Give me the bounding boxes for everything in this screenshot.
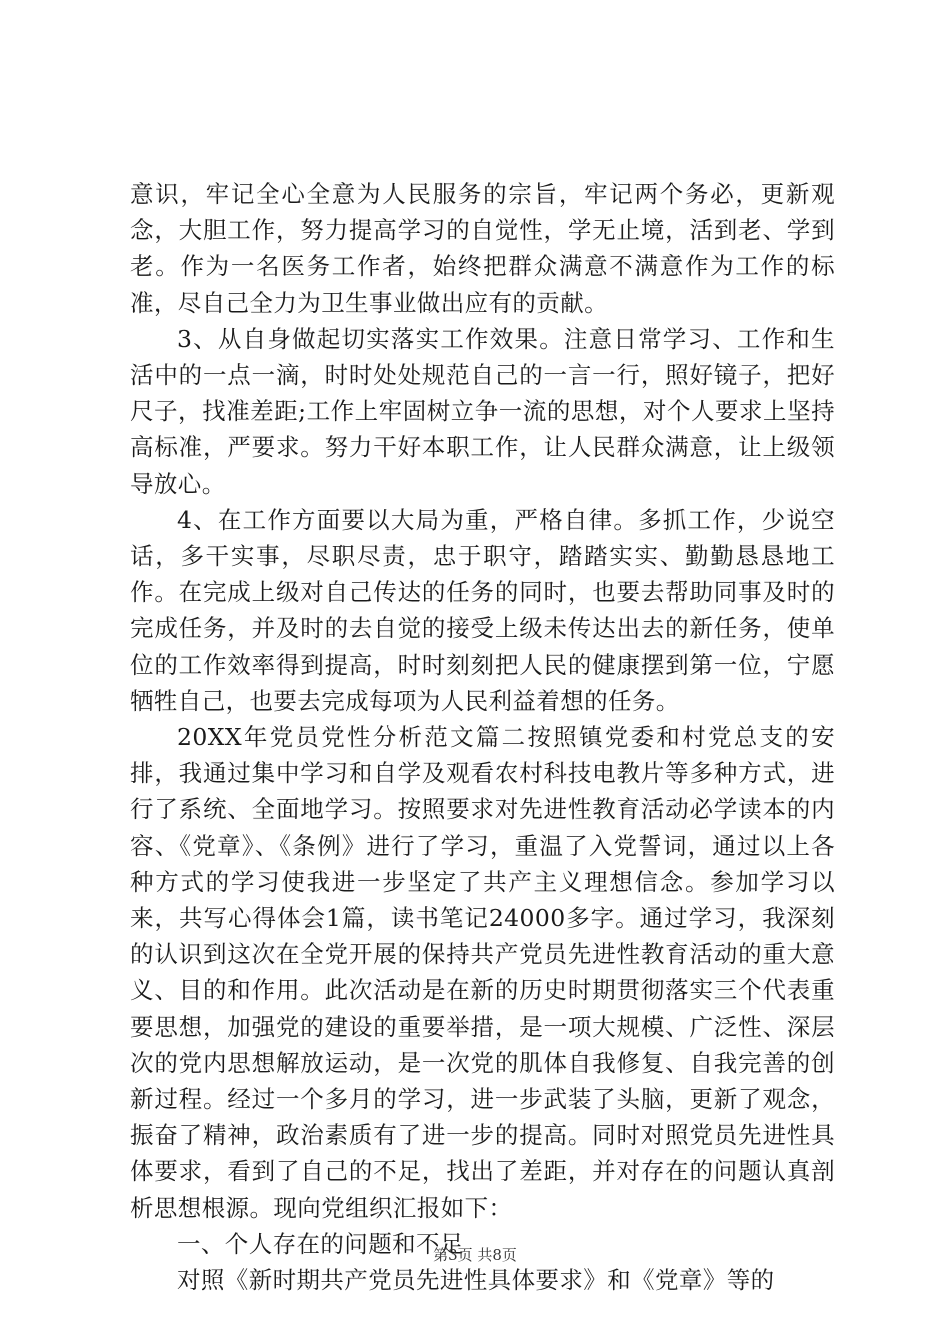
paragraph-item-3: 3、从自身做起切实落实工作效果。注意日常学习、工作和生活中的一点一滴，时时处处规范自己的一言一行，照好镜子，把好尺子，找准差距;工作上牢固树立争一流的思想，对个人要求上坚持高标准，严要求。努力干好本职工作，让人民群众满意，让上级领导放心。 [130,324,835,498]
paragraph-last-line: 对照《新时期共产党员先进性具体要求》和《党章》等的 [177,1266,775,1295]
paragraph-continuation: 意识，牢记全心全意为人民服务的宗旨，牢记两个务必，更新观念，大胆工作，努力提高学习的自觉性，学无止境，活到老、学到老。作为一名医务工作者，始终把群众满意不满意作为工作的标准，尽自己全力为卫生事业做出应有的贡献。 [130,180,835,317]
document-body [130,176,835,1298]
page-number-footer: 第3页 共8页 [433,1246,517,1264]
paragraph-article-two: 20XX年党员党性分析范文篇二按照镇党委和村党总支的安排，我通过集中学习和自学及观看农村科技电教片等多种方式，进行了系统、全面地学习。按照要求对先进性教育活动必学读本的内容、《党章》、《条例》进行了学习，重温了入党誓词，通过以上各种方式的学习使我进一步坚定了共产主义理想信念。参加学习以来，共写心得体会1篇，读书笔记24000多字。通过学习，我深刻的认识到这次在全党开展的保持共产党员先进性教育活动的重大意义、目的和作用。此次活动是在新的历史时期贯彻落实三个代表重要思想，加强党的建设的重要举措，是一项大规模、广泛性、深层次的党内思想解放运动，是一次党的肌体自我修复、自我完善的创新过程。经过一个多月的学习，进一步武装了头脑，更新了观念，振奋了精神，政治素质有了进一步的提高。同时对照党员先进性具体要求，看到了自己的不足，找出了差距，并对存在的问题认真剖析思想根源。现向党组织汇报如下： [130,723,835,1222]
paragraph-item-4: 4、在工作方面要以大局为重，严格自律。多抓工作，少说空话，多干实事，尽职尽责，忠于职守，踏踏实实、勤勤恳恳地工作。在完成上级对自己传达的任务的同时，也要去帮助同事及时的完成任务，并及时的去自觉的接受上级未传达出去的新任务，使单位的工作效率得到提高，时时刻刻把人民的健康摆到第一位，宁愿牺牲自己，也要去完成每项为人民利益着想的任务。 [130,505,835,715]
section-heading: 一、个人存在的问题和不足 [177,1229,464,1258]
